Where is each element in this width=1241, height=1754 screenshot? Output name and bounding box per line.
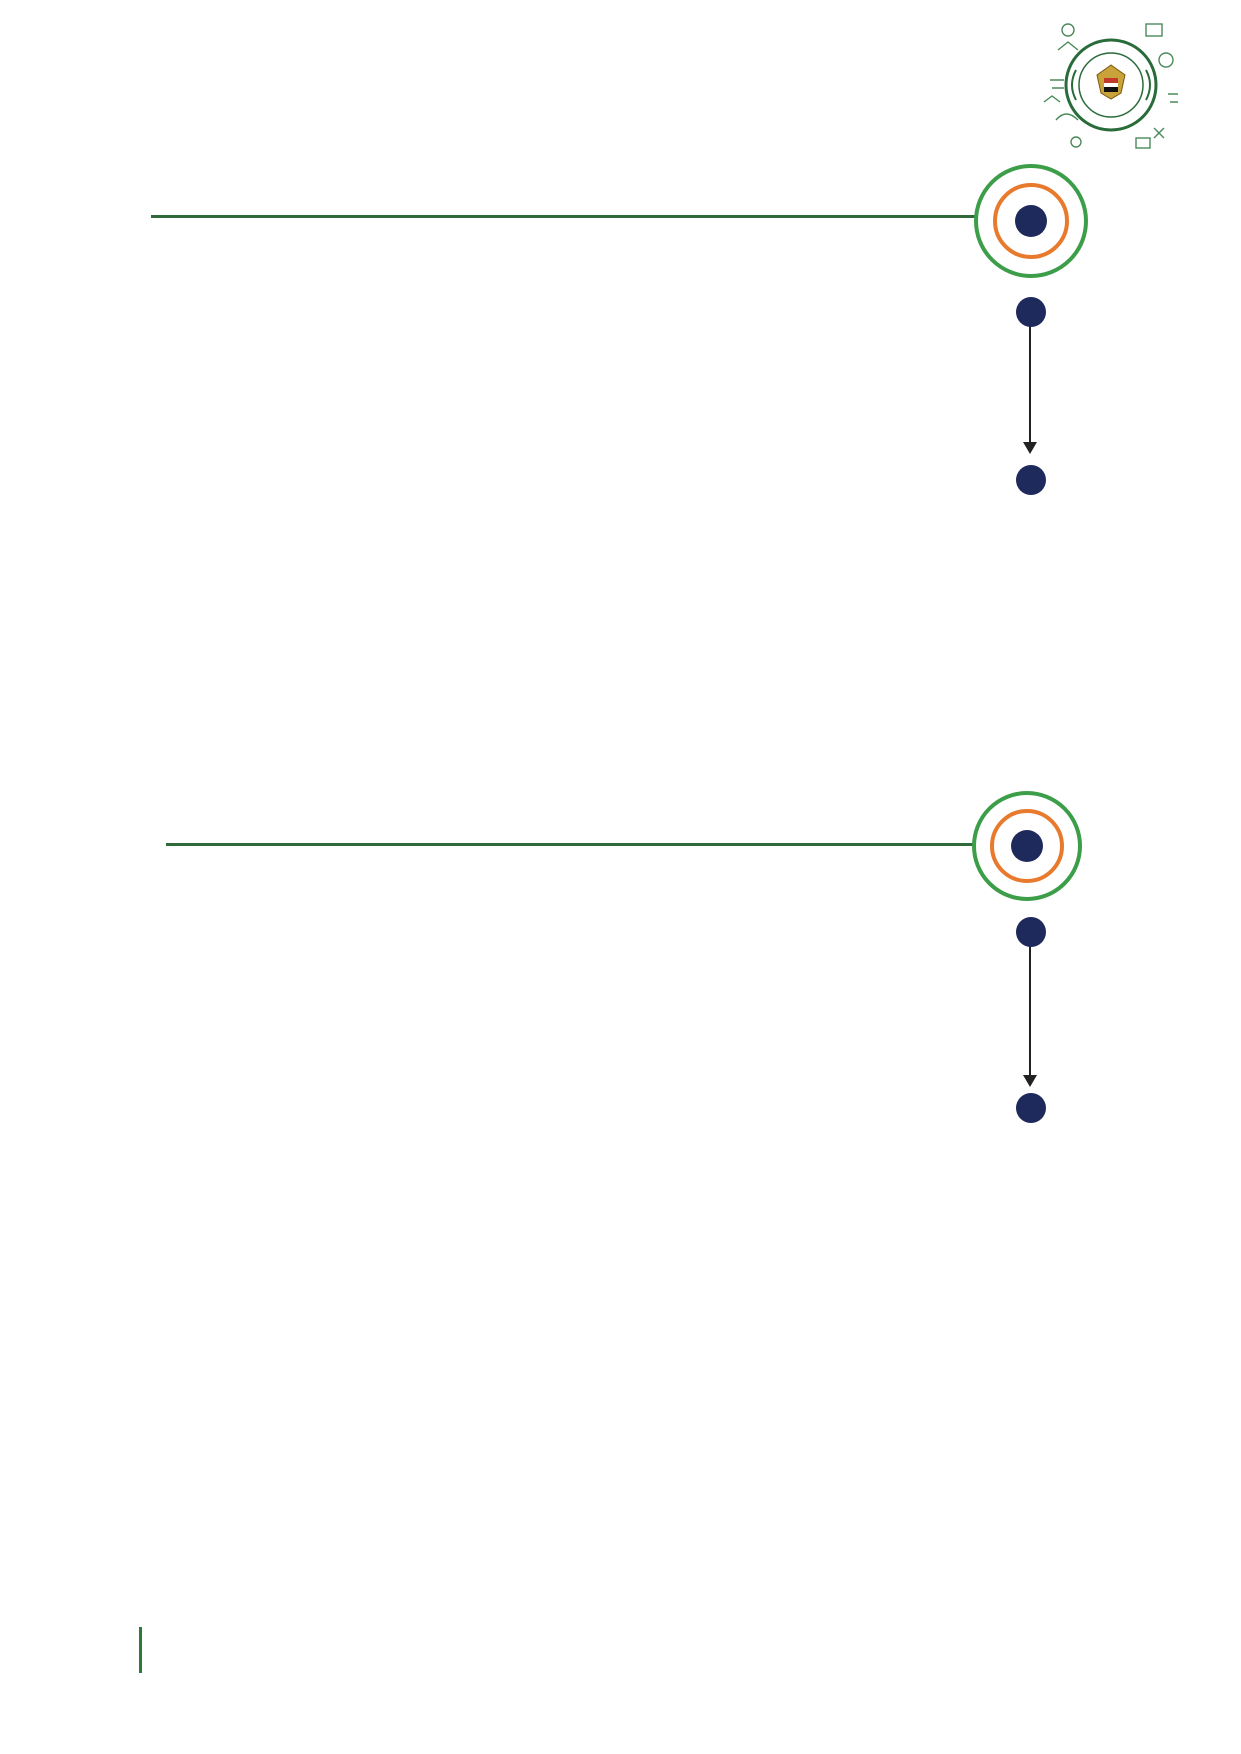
section2-organizers-bullet xyxy=(1016,917,1046,947)
section1-organizer-1 xyxy=(989,364,1000,385)
section1-target-center-dot xyxy=(1015,205,1047,237)
section2-details-bullet xyxy=(1016,1093,1046,1123)
section2-timeline-line xyxy=(1029,942,1031,1075)
footer-color-stripe xyxy=(385,1630,1234,1666)
footer-divider xyxy=(139,1627,142,1673)
section1-title-underline xyxy=(151,215,981,218)
fra-seal-logo xyxy=(1036,10,1186,160)
section2-title-underline xyxy=(166,843,981,846)
section1-details-bullet xyxy=(1016,465,1046,495)
header-color-stripe xyxy=(0,58,742,88)
section2-organizer-1 xyxy=(997,987,1008,1008)
section2-timeline-arrow-icon xyxy=(1023,1075,1037,1087)
section1-timeline-arrow-icon xyxy=(1023,442,1037,454)
section1-organizer-2 xyxy=(989,408,1000,429)
section1-timeline-line xyxy=(1029,312,1031,442)
section1-organizers-bullet xyxy=(1016,297,1046,327)
section2-organizer-2 xyxy=(997,1034,1008,1055)
section2-target-center-dot xyxy=(1011,830,1043,862)
